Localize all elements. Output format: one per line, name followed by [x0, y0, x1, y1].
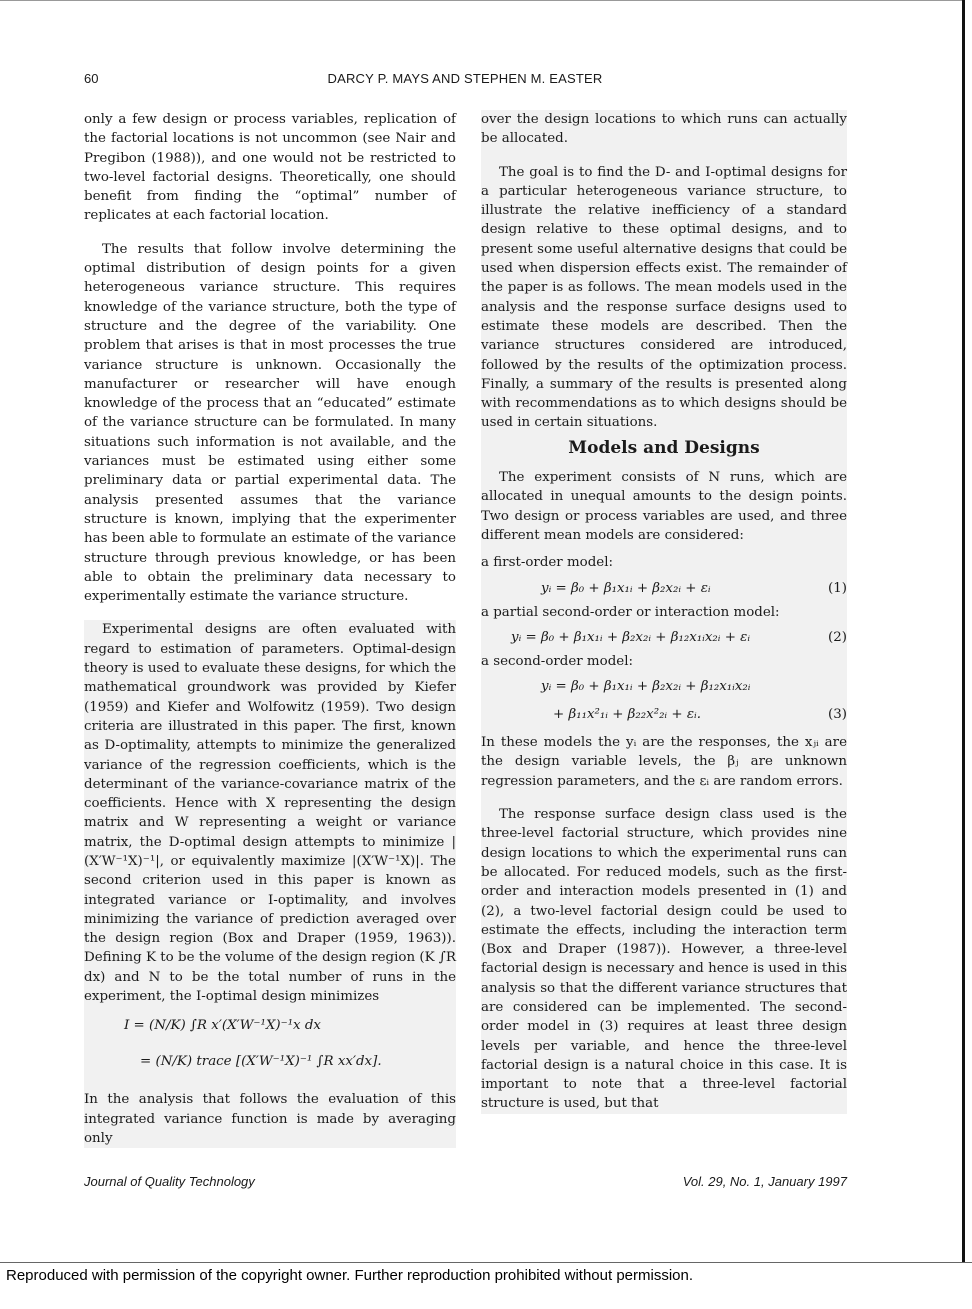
shaded-block-right	[481, 110, 847, 1114]
model-lead-2: a partial second-order or interaction model:	[481, 604, 780, 620]
shaded-block	[84, 620, 456, 1148]
right-paragraph-5: The response surface design class used is the three-level factorial structure, which provides nine design locations to which the experimental runs can be allocated. For reduced models, such as the first-order and interaction models presented in (1) and (2), a two-level factorial design could be used to estimate the effects, including the interaction term (Box and Draper (1987)). However, a three-level factorial design is necessary and hence is used in this analysis so that the different variance structures that are considered can be implemented. The second-order model in (3) requires at least three design levels per variable, and hence the three-level factorial design is a natural choice in this case. It is important to note that a three-level factorial structure is used, but that	[481, 807, 847, 1112]
volume-info: Vol. 29, No. 1, January 1997	[682, 1174, 847, 1189]
equation-line-2: = (N/K) trace [(X′W⁻¹X)⁻¹ ∫R xx′dx].	[140, 1054, 382, 1070]
section-heading: Models and Designs	[568, 437, 760, 458]
left-paragraph-1: only a few design or process variables, replication of the factorial locations is not uncommon (see Nair and Pregibon (1988)), and one would not be restricted to two-level factorial designs. Theoretically, one should benefit from finding the “optimal” number of replicates at each factorial location.	[84, 112, 456, 224]
equation-3b	[481, 701, 847, 727]
journal-name: Journal of Quality Technology	[84, 1174, 255, 1189]
equation-3a	[481, 673, 847, 699]
right-paragraph-2: The goal is to find the D- and I-optimal designs for a particular heterogeneous variance structure, to illustrate the relative inefficiency of a standard design relative to these optimal designs, and to present some useful alternative designs that could be used when dispersion effects exist. The remainder of the paper is as follows. The mean models used in the analysis and the response surface designs used to estimate these models are described. Then the variance structures considered are introduced, followed by the results of the optimization process. Finally, a summary of the results is presented along with recommendations as to which designs should be used in certain situations.	[481, 164, 847, 431]
top-border	[0, 0, 962, 1]
equation-1	[481, 575, 847, 601]
equation-line-1: I = (N/K) ∫R x′(X′W⁻¹X)⁻¹x dx	[124, 1018, 321, 1034]
scan-edge-bar	[962, 0, 965, 1262]
right-paragraph-1: over the design locations to which runs can actually be allocated.	[481, 112, 847, 147]
running-title: DARCY P. MAYS AND STEPHEN M. EASTER	[327, 71, 603, 86]
equation-2	[481, 624, 847, 650]
left-paragraph-4: In the analysis that follows the evaluation of this integrated variance function is made by averaging only	[84, 1092, 456, 1146]
page-number: 60	[84, 71, 99, 86]
page-header	[84, 71, 846, 89]
integrated-variance-equation	[124, 1012, 456, 1084]
right-paragraph-3: The experiment consists of N runs, which are allocated in unequal amounts to the design points. Two design or process variables are used, and three different mean models are considered:	[481, 470, 847, 543]
copyright-notice: Reproduced with permission of the copyright owner. Further reproduction prohibited without permission.	[6, 1267, 694, 1284]
equation-2-number: (2)	[828, 629, 847, 645]
left-paragraph-2: The results that follow involve determining the optimal distribution of design points for a given heterogeneous variance structure. This requires knowledge of the variance structure, both the type of structure and the degree of the variability. One problem that arises is that in most processes the true variance structure is unknown. Occasionally the manufacturer or researcher will have enough knowledge of the process that an “educated” estimate of the variance structure can be formulated. In many situations such information is not available, and the variances must be estimated using either some preliminary data or partial experimental data. The analysis presented assumes that the variance structure is known, implying that the experimenter has been able to formulate an estimate of the variance structure through previous knowledge, or has been able to obtain the preliminary data necessary to experimentally estimate the variance structure.	[84, 241, 456, 605]
left-column	[84, 110, 456, 1148]
equation-1-number: (1)	[828, 580, 847, 596]
equation-3a-body: yᵢ = β₀ + β₁x₁ᵢ + β₂x₂ᵢ + β₁₂x₁ᵢx₂ᵢ	[541, 679, 751, 695]
right-column	[481, 110, 847, 1114]
model-lead-1: a first-order model:	[481, 555, 614, 571]
equation-3b-body: + β₁₁x²₁ᵢ + β₂₂x²₂ᵢ + εᵢ.	[553, 707, 701, 723]
model-lead-3: a second-order model:	[481, 653, 633, 669]
copyright-notice-bar	[0, 1262, 972, 1309]
equation-3-number: (3)	[828, 707, 847, 723]
equation-1-body: yᵢ = β₀ + β₁x₁ᵢ + β₂x₂ᵢ + εᵢ	[541, 580, 711, 596]
left-paragraph-3: Experimental designs are often evaluated with regard to estimation of parameters. Optimal-design theory is used to evaluate these designs, for which the mathematical groundwork was provided by Kiefer (1959) and Kiefer and Wolfowitz (1959). Two design criteria are illustrated in this paper. The first, known as D-optimality, attempts to minimize the generalized variance of the regression coefficients, which is the determinant of the variance-covariance matrix of the coefficients. Hence with X representing the design matrix and W representing a weight or variance matrix, the D-optimal design attempts to minimize |(X′W⁻¹X)⁻¹|, or equivalently maximize |(X′W⁻¹X)|. The second criterion used in this paper is known as integrated variance or I-optimality, and involves minimizing the variance of prediction averaged over the design region (Box and Draper (1959, 1963)). Defining K to be the volume of the design region (K ∫R dx) and N to be the total number of runs in the experiment, the I-optimal design minimizes	[84, 622, 456, 1005]
right-paragraph-4: In these models the yᵢ are the responses, the xⱼᵢ are the design variable levels, the βⱼ are unknown regression parameters, and the εᵢ are random errors.	[481, 735, 847, 789]
equation-2-body: yᵢ = β₀ + β₁x₁ᵢ + β₂x₂ᵢ + β₁₂x₁ᵢx₂ᵢ + εᵢ	[511, 629, 751, 645]
